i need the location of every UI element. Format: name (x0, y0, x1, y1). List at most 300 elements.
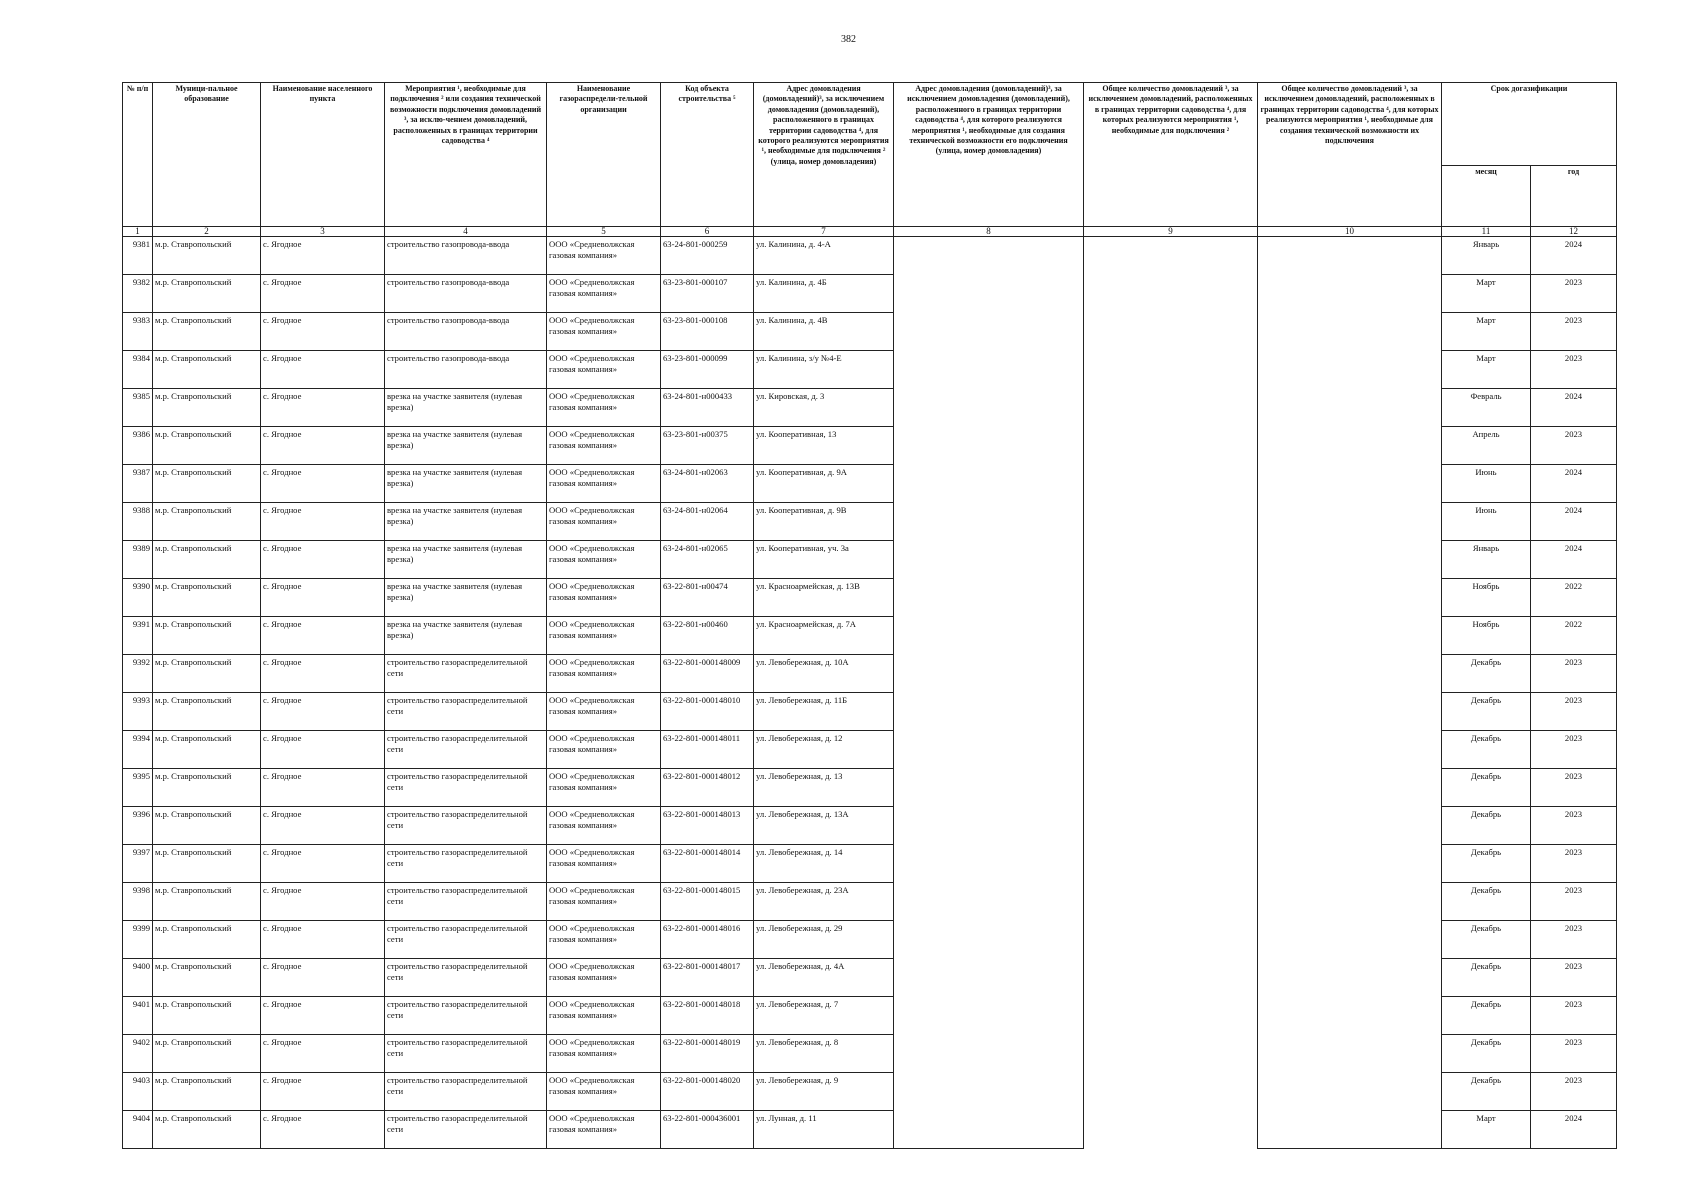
count-technical-cell (1258, 769, 1442, 807)
year-cell: 2023 (1531, 807, 1617, 845)
row-number: 9404 (123, 1111, 153, 1149)
organization-cell: ООО «Средневолжская газовая компания» (547, 997, 661, 1035)
table-row (123, 769, 1617, 807)
address-technical-cell (894, 351, 1084, 389)
measure-cell: врезка на участке заявителя (нулевая врезка) (385, 579, 547, 617)
column-number: 5 (547, 227, 661, 237)
object-code-cell: 63-22-801-н00460 (661, 617, 754, 655)
year-cell: 2023 (1531, 959, 1617, 997)
settlement-cell: с. Ягодное (261, 997, 385, 1035)
row-number: 9384 (123, 351, 153, 389)
month-cell: Июнь (1442, 465, 1531, 503)
address-cell: ул. Левобережная, д. 13А (754, 807, 894, 845)
header-measures: Мероприятия ¹, необходимые для подключения ² или создания технической возможности подключения домовладений ³, за исклю-чением домовладений, расположенных в границах территории садоводства ⁴ (385, 83, 547, 227)
year-cell: 2023 (1531, 655, 1617, 693)
table-row (123, 465, 1617, 503)
table-row (123, 655, 1617, 693)
row-number: 9383 (123, 313, 153, 351)
object-code-cell: 63-24-801-000259 (661, 237, 754, 275)
table-row (123, 427, 1617, 465)
month-cell: Декабрь (1442, 845, 1531, 883)
column-number: 10 (1258, 227, 1442, 237)
address-technical-cell (894, 769, 1084, 807)
object-code-cell: 63-22-801-000148012 (661, 769, 754, 807)
count-technical-cell (1258, 313, 1442, 351)
table-row (123, 1035, 1617, 1073)
column-number: 8 (894, 227, 1084, 237)
year-cell: 2023 (1531, 351, 1617, 389)
month-cell: Февраль (1442, 389, 1531, 427)
column-number: 2 (153, 227, 261, 237)
municipality-cell: м.р. Ставропольский (153, 883, 261, 921)
count-technical-cell (1258, 693, 1442, 731)
row-number: 9382 (123, 275, 153, 313)
row-number: 9398 (123, 883, 153, 921)
address-technical-cell (894, 503, 1084, 541)
month-cell: Декабрь (1442, 693, 1531, 731)
table-row (123, 541, 1617, 579)
address-cell: ул. Красноармейская, д. 7А (754, 617, 894, 655)
organization-cell: ООО «Средневолжская газовая компания» (547, 1035, 661, 1073)
object-code-cell: 63-24-801-н000433 (661, 389, 754, 427)
column-number: 3 (261, 227, 385, 237)
measure-cell: строительство газораспределительной сети (385, 807, 547, 845)
address-cell: ул. Левобережная, д. 7 (754, 997, 894, 1035)
organization-cell: ООО «Средневолжская газовая компания» (547, 275, 661, 313)
header-count-technical: Общее количество домовладений ³, за исключением домовладений, расположенных в границах территории садоводства ⁴, для которых реализуются мероприятия ¹, необходимые для создания технической возможности их подключения (1258, 83, 1442, 227)
measure-cell: строительство газопровода-ввода (385, 237, 547, 275)
row-number: 9401 (123, 997, 153, 1035)
address-technical-cell (894, 959, 1084, 997)
count-technical-cell (1258, 1111, 1442, 1149)
measure-cell: строительство газораспределительной сети (385, 693, 547, 731)
organization-cell: ООО «Средневолжская газовая компания» (547, 541, 661, 579)
settlement-cell: с. Ягодное (261, 427, 385, 465)
count-technical-cell (1258, 427, 1442, 465)
count-technical-cell (1258, 465, 1442, 503)
object-code-cell: 63-22-801-000148019 (661, 1035, 754, 1073)
row-number: 9387 (123, 465, 153, 503)
row-number: 9400 (123, 959, 153, 997)
month-cell: Декабрь (1442, 959, 1531, 997)
address-cell: ул. Калинина, д. 4Б (754, 275, 894, 313)
table-row (123, 1111, 1617, 1149)
address-technical-cell (894, 1111, 1084, 1149)
object-code-cell: 63-22-801-н00474 (661, 579, 754, 617)
page-number: 382 (841, 34, 856, 45)
year-cell: 2023 (1531, 693, 1617, 731)
organization-cell: ООО «Средневолжская газовая компания» (547, 465, 661, 503)
measure-cell: строительство газораспределительной сети (385, 1073, 547, 1111)
settlement-cell: с. Ягодное (261, 351, 385, 389)
row-number: 9399 (123, 921, 153, 959)
table-row (123, 731, 1617, 769)
month-cell: Апрель (1442, 427, 1531, 465)
measure-cell: строительство газопровода-ввода (385, 351, 547, 389)
header-month: месяц (1442, 166, 1531, 227)
address-cell: ул. Левобережная, д. 8 (754, 1035, 894, 1073)
count-connection-cell (1084, 1073, 1258, 1111)
count-technical-cell (1258, 731, 1442, 769)
row-number: 9391 (123, 617, 153, 655)
month-cell: Июнь (1442, 503, 1531, 541)
row-number: 9390 (123, 579, 153, 617)
count-connection-cell (1084, 237, 1258, 275)
table-row (123, 845, 1617, 883)
table-row (123, 389, 1617, 427)
settlement-cell: с. Ягодное (261, 503, 385, 541)
object-code-cell: 63-22-801-000148014 (661, 845, 754, 883)
address-cell: ул. Кировская, д. 3 (754, 389, 894, 427)
header-count-connection: Общее количество домовладений ³, за исключением домовладений, расположенных в границах территории садоводства ⁴, для которых реализуются мероприятия ¹, необходимые для подключения ² (1084, 83, 1258, 227)
organization-cell: ООО «Средневолжская газовая компания» (547, 883, 661, 921)
object-code-cell: 63-24-801-н02064 (661, 503, 754, 541)
address-cell: ул. Левобережная, д. 23А (754, 883, 894, 921)
object-code-cell: 63-22-801-000148020 (661, 1073, 754, 1111)
object-code-cell: 63-22-801-000148009 (661, 655, 754, 693)
organization-cell: ООО «Средневолжская газовая компания» (547, 237, 661, 275)
organization-cell: ООО «Средневолжская газовая компания» (547, 1111, 661, 1149)
month-cell: Декабрь (1442, 655, 1531, 693)
count-connection-cell (1084, 807, 1258, 845)
measure-cell: строительство газораспределительной сети (385, 959, 547, 997)
count-technical-cell (1258, 845, 1442, 883)
month-cell: Декабрь (1442, 921, 1531, 959)
count-technical-cell (1258, 503, 1442, 541)
header-address-technical: Адрес домовладения (домовладений)³, за исключением домовладения (домовладений), расположенного в границах территории садоводства ⁴, для которого реализуются мероприятия ¹, необходимые для создания технической возможности его подключения (улица, номер домовладения) (894, 83, 1084, 227)
month-cell: Декабрь (1442, 731, 1531, 769)
object-code-cell: 63-23-801-000108 (661, 313, 754, 351)
year-cell: 2023 (1531, 427, 1617, 465)
month-cell: Март (1442, 275, 1531, 313)
count-technical-cell (1258, 1073, 1442, 1111)
row-number: 9396 (123, 807, 153, 845)
address-cell: ул. Левобережная, д. 11Б (754, 693, 894, 731)
settlement-cell: с. Ягодное (261, 883, 385, 921)
address-technical-cell (894, 1073, 1084, 1111)
count-technical-cell (1258, 655, 1442, 693)
year-cell: 2023 (1531, 313, 1617, 351)
municipality-cell: м.р. Ставропольский (153, 617, 261, 655)
count-connection-cell (1084, 351, 1258, 389)
month-cell: Январь (1442, 541, 1531, 579)
address-cell: ул. Калинина, д. 4-А (754, 237, 894, 275)
month-cell: Декабрь (1442, 883, 1531, 921)
count-technical-cell (1258, 959, 1442, 997)
object-code-cell: 63-22-801-000148017 (661, 959, 754, 997)
count-connection-cell (1084, 845, 1258, 883)
organization-cell: ООО «Средневолжская газовая компания» (547, 389, 661, 427)
municipality-cell: м.р. Ставропольский (153, 275, 261, 313)
object-code-cell: 63-22-801-000148015 (661, 883, 754, 921)
municipality-cell: м.р. Ставропольский (153, 997, 261, 1035)
row-number: 9403 (123, 1073, 153, 1111)
settlement-cell: с. Ягодное (261, 807, 385, 845)
table-row (123, 921, 1617, 959)
table-row (123, 351, 1617, 389)
year-cell: 2023 (1531, 921, 1617, 959)
table-row (123, 997, 1617, 1035)
settlement-cell: с. Ягодное (261, 769, 385, 807)
address-technical-cell (894, 275, 1084, 313)
address-technical-cell (894, 427, 1084, 465)
settlement-cell: с. Ягодное (261, 389, 385, 427)
municipality-cell: м.р. Ставропольский (153, 541, 261, 579)
address-cell: ул. Кооперативная, уч. 3а (754, 541, 894, 579)
organization-cell: ООО «Средневолжская газовая компания» (547, 731, 661, 769)
table-row (123, 579, 1617, 617)
table-row (123, 275, 1617, 313)
measure-cell: врезка на участке заявителя (нулевая врезка) (385, 503, 547, 541)
table-row (123, 237, 1617, 275)
organization-cell: ООО «Средневолжская газовая компания» (547, 807, 661, 845)
organization-cell: ООО «Средневолжская газовая компания» (547, 1073, 661, 1111)
year-cell: 2024 (1531, 237, 1617, 275)
year-cell: 2023 (1531, 883, 1617, 921)
object-code-cell: 63-22-801-000436001 (661, 1111, 754, 1149)
count-connection-cell (1084, 1035, 1258, 1073)
settlement-cell: с. Ягодное (261, 1035, 385, 1073)
row-number: 9388 (123, 503, 153, 541)
year-cell: 2023 (1531, 845, 1617, 883)
settlement-cell: с. Ягодное (261, 579, 385, 617)
measure-cell: строительство газопровода-ввода (385, 313, 547, 351)
municipality-cell: м.р. Ставропольский (153, 1111, 261, 1149)
settlement-cell: с. Ягодное (261, 1111, 385, 1149)
settlement-cell: с. Ягодное (261, 731, 385, 769)
settlement-cell: с. Ягодное (261, 959, 385, 997)
settlement-cell: с. Ягодное (261, 693, 385, 731)
count-connection-cell (1084, 1111, 1258, 1149)
year-cell: 2024 (1531, 503, 1617, 541)
address-cell: ул. Кооперативная, 13 (754, 427, 894, 465)
year-cell: 2024 (1531, 389, 1617, 427)
column-number: 4 (385, 227, 547, 237)
row-number: 9386 (123, 427, 153, 465)
address-technical-cell (894, 845, 1084, 883)
year-cell: 2023 (1531, 997, 1617, 1035)
organization-cell: ООО «Средневолжская газовая компания» (547, 959, 661, 997)
object-code-cell: 63-22-801-000148010 (661, 693, 754, 731)
count-connection-cell (1084, 921, 1258, 959)
address-cell: ул. Калинина, з/у №4-Е (754, 351, 894, 389)
measure-cell: врезка на участке заявителя (нулевая врезка) (385, 541, 547, 579)
municipality-cell: м.р. Ставропольский (153, 769, 261, 807)
month-cell: Декабрь (1442, 1035, 1531, 1073)
address-cell: ул. Левобережная, д. 29 (754, 921, 894, 959)
municipality-cell: м.р. Ставропольский (153, 503, 261, 541)
address-technical-cell (894, 807, 1084, 845)
count-technical-cell (1258, 997, 1442, 1035)
address-technical-cell (894, 313, 1084, 351)
year-cell: 2023 (1531, 1035, 1617, 1073)
measure-cell: строительство газораспределительной сети (385, 731, 547, 769)
month-cell: Декабрь (1442, 807, 1531, 845)
settlement-cell: с. Ягодное (261, 655, 385, 693)
count-connection-cell (1084, 883, 1258, 921)
header-object-code: Код объекта строительства ⁵ (661, 83, 754, 227)
table-row (123, 1073, 1617, 1111)
header-municipality: Муници-пальное образование (153, 83, 261, 227)
address-cell: ул. Левобережная, д. 9 (754, 1073, 894, 1111)
municipality-cell: м.р. Ставропольский (153, 1073, 261, 1111)
municipality-cell: м.р. Ставропольский (153, 845, 261, 883)
municipality-cell: м.р. Ставропольский (153, 427, 261, 465)
municipality-cell: м.р. Ставропольский (153, 959, 261, 997)
measure-cell: строительство газораспределительной сети (385, 1035, 547, 1073)
column-number: 11 (1442, 227, 1531, 237)
count-technical-cell (1258, 617, 1442, 655)
month-cell: Ноябрь (1442, 617, 1531, 655)
organization-cell: ООО «Средневолжская газовая компания» (547, 427, 661, 465)
organization-cell: ООО «Средневолжская газовая компания» (547, 845, 661, 883)
month-cell: Ноябрь (1442, 579, 1531, 617)
month-cell: Декабрь (1442, 997, 1531, 1035)
address-cell: ул. Левобережная, д. 13 (754, 769, 894, 807)
settlement-cell: с. Ягодное (261, 1073, 385, 1111)
municipality-cell: м.р. Ставропольский (153, 807, 261, 845)
address-technical-cell (894, 389, 1084, 427)
table-body (123, 237, 1617, 1149)
count-connection-cell (1084, 427, 1258, 465)
month-cell: Март (1442, 1111, 1531, 1149)
measure-cell: врезка на участке заявителя (нулевая врезка) (385, 617, 547, 655)
measure-cell: строительство газораспределительной сети (385, 769, 547, 807)
column-number: 9 (1084, 227, 1258, 237)
organization-cell: ООО «Средневолжская газовая компания» (547, 579, 661, 617)
address-cell: ул. Красноармейская, д. 13В (754, 579, 894, 617)
address-technical-cell (894, 655, 1084, 693)
table-row (123, 503, 1617, 541)
count-technical-cell (1258, 921, 1442, 959)
settlement-cell: с. Ягодное (261, 845, 385, 883)
count-connection-cell (1084, 617, 1258, 655)
count-technical-cell (1258, 351, 1442, 389)
count-connection-cell (1084, 693, 1258, 731)
organization-cell: ООО «Средневолжская газовая компания» (547, 313, 661, 351)
address-technical-cell (894, 541, 1084, 579)
object-code-cell: 63-24-801-н02065 (661, 541, 754, 579)
settlement-cell: с. Ягодное (261, 541, 385, 579)
year-cell: 2024 (1531, 1111, 1617, 1149)
count-connection-cell (1084, 503, 1258, 541)
municipality-cell: м.р. Ставропольский (153, 351, 261, 389)
count-connection-cell (1084, 731, 1258, 769)
month-cell: Декабрь (1442, 769, 1531, 807)
object-code-cell: 63-22-801-000148013 (661, 807, 754, 845)
address-cell: ул. Левобережная, д. 4А (754, 959, 894, 997)
count-technical-cell (1258, 579, 1442, 617)
measure-cell: строительство газораспределительной сети (385, 997, 547, 1035)
organization-cell: ООО «Средневолжская газовая компания» (547, 617, 661, 655)
row-number: 9392 (123, 655, 153, 693)
object-code-cell: 63-22-801-000148018 (661, 997, 754, 1035)
object-code-cell: 63-22-801-000148016 (661, 921, 754, 959)
measure-cell: строительство газораспределительной сети (385, 1111, 547, 1149)
object-code-cell: 63-24-801-н02063 (661, 465, 754, 503)
address-cell: ул. Калинина, д. 4В (754, 313, 894, 351)
municipality-cell: м.р. Ставропольский (153, 579, 261, 617)
organization-cell: ООО «Средневолжская газовая компания» (547, 503, 661, 541)
municipality-cell: м.р. Ставропольский (153, 693, 261, 731)
count-technical-cell (1258, 883, 1442, 921)
header-num: № п/п (123, 83, 153, 227)
address-technical-cell (894, 921, 1084, 959)
count-technical-cell (1258, 541, 1442, 579)
count-technical-cell (1258, 1035, 1442, 1073)
municipality-cell: м.р. Ставропольский (153, 655, 261, 693)
address-technical-cell (894, 731, 1084, 769)
count-technical-cell (1258, 237, 1442, 275)
address-technical-cell (894, 237, 1084, 275)
address-technical-cell (894, 693, 1084, 731)
year-cell: 2024 (1531, 541, 1617, 579)
header-settlement: Наименование населенного пункта (261, 83, 385, 227)
column-number: 7 (754, 227, 894, 237)
settlement-cell: с. Ягодное (261, 465, 385, 503)
year-cell: 2023 (1531, 1073, 1617, 1111)
address-technical-cell (894, 1035, 1084, 1073)
row-number: 9389 (123, 541, 153, 579)
table-row (123, 959, 1617, 997)
count-technical-cell (1258, 389, 1442, 427)
year-cell: 2023 (1531, 731, 1617, 769)
settlement-cell: с. Ягодное (261, 237, 385, 275)
count-connection-cell (1084, 313, 1258, 351)
row-number: 9381 (123, 237, 153, 275)
municipality-cell: м.р. Ставропольский (153, 237, 261, 275)
count-connection-cell (1084, 465, 1258, 503)
address-technical-cell (894, 883, 1084, 921)
municipality-cell: м.р. Ставропольский (153, 731, 261, 769)
month-cell: Март (1442, 351, 1531, 389)
municipality-cell: м.р. Ставропольский (153, 1035, 261, 1073)
measure-cell: врезка на участке заявителя (нулевая врезка) (385, 427, 547, 465)
measure-cell: строительство газораспределительной сети (385, 845, 547, 883)
year-cell: 2024 (1531, 465, 1617, 503)
measure-cell: строительство газораспределительной сети (385, 921, 547, 959)
count-technical-cell (1258, 807, 1442, 845)
count-connection-cell (1084, 389, 1258, 427)
address-cell: ул. Кооперативная, д. 9В (754, 503, 894, 541)
table-row (123, 693, 1617, 731)
table-row (123, 883, 1617, 921)
count-connection-cell (1084, 579, 1258, 617)
header-address-connection: Адрес домовладения (домовладений)³, за исключением домовладения (домовладений), расположенного в границах территории садоводства ⁴, для которого реализуются мероприятия ¹, необходимые для подключения ² (улица, номер домовладения) (754, 83, 894, 227)
row-number: 9385 (123, 389, 153, 427)
row-number: 9402 (123, 1035, 153, 1073)
settlement-cell: с. Ягодное (261, 275, 385, 313)
header-year: год (1531, 166, 1617, 227)
count-connection-cell (1084, 655, 1258, 693)
header-deadline-group: Срок догазификации (1442, 83, 1617, 166)
count-connection-cell (1084, 275, 1258, 313)
address-cell: ул. Левобережная, д. 12 (754, 731, 894, 769)
year-cell: 2023 (1531, 275, 1617, 313)
organization-cell: ООО «Средневолжская газовая компания» (547, 655, 661, 693)
table-header (123, 83, 1617, 237)
count-technical-cell (1258, 275, 1442, 313)
municipality-cell: м.р. Ставропольский (153, 465, 261, 503)
row-number: 9397 (123, 845, 153, 883)
measure-cell: врезка на участке заявителя (нулевая врезка) (385, 389, 547, 427)
address-cell: ул. Левобережная, д. 10А (754, 655, 894, 693)
count-connection-cell (1084, 959, 1258, 997)
measure-cell: строительство газораспределительной сети (385, 655, 547, 693)
object-code-cell: 63-23-801-000099 (661, 351, 754, 389)
year-cell: 2022 (1531, 579, 1617, 617)
organization-cell: ООО «Средневолжская газовая компания» (547, 921, 661, 959)
